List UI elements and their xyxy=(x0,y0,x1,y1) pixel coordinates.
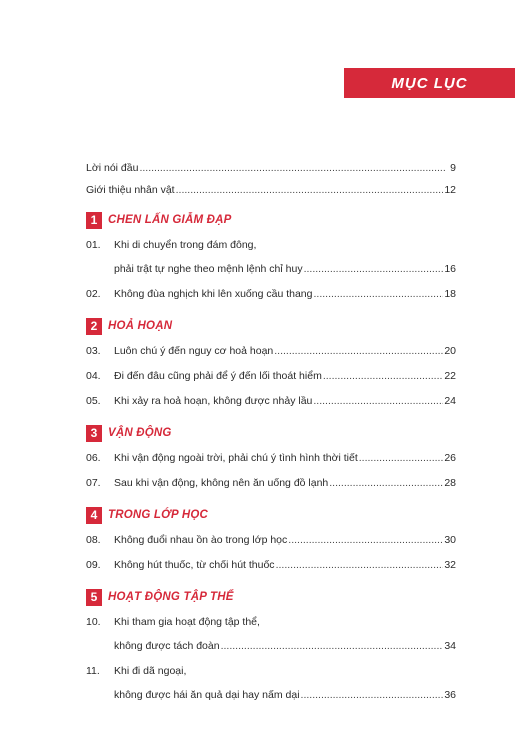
entry-number: 04. xyxy=(86,370,101,382)
toc-entry[interactable] xyxy=(86,263,456,276)
dot-leader xyxy=(274,345,443,358)
page-number: 18 xyxy=(444,288,456,300)
spacer xyxy=(86,465,456,477)
entry-title: Luôn chú ý đến nguy cơ hoả hoạn xyxy=(114,345,274,357)
entry-title: không được tách đoàn xyxy=(114,640,220,652)
table-of-contents xyxy=(86,162,456,716)
entry-title: Không đuổi nhau ồn ào trong lớp học xyxy=(114,534,288,546)
entry-title: Không hút thuốc, từ chối hút thuốc xyxy=(114,559,275,571)
dot-leader xyxy=(288,534,443,547)
page-number: 32 xyxy=(444,559,456,571)
page-title: MỤC LỤC xyxy=(344,68,515,98)
spacer xyxy=(86,408,456,420)
dot-leader xyxy=(304,263,444,276)
page-number: 36 xyxy=(444,689,456,701)
spacer xyxy=(86,547,456,559)
entry-number: 08. xyxy=(86,534,101,546)
spacer xyxy=(86,252,456,263)
chapter-heading[interactable] xyxy=(86,315,456,337)
spacer xyxy=(86,714,456,716)
dot-leader xyxy=(359,452,444,465)
toc-entry[interactable] xyxy=(86,616,456,629)
chapter-title: TRONG LỚP HỌC xyxy=(108,509,208,521)
entry-title: Khi xảy ra hoả hoạn, không được nhảy lầu xyxy=(114,395,313,407)
entry-title: Giới thiệu nhân vật xyxy=(86,184,175,196)
chapter-heading[interactable] xyxy=(86,586,456,608)
chapter-number-badge: 5 xyxy=(86,589,102,606)
toc-entry[interactable] xyxy=(86,477,456,490)
chapter-title: HOẠT ĐỘNG TẬP THỂ xyxy=(108,591,234,603)
page-number: 22 xyxy=(444,370,456,382)
toc-entry[interactable] xyxy=(86,689,456,702)
spacer xyxy=(86,301,456,313)
dot-leader xyxy=(313,395,443,408)
entry-title: Không đùa nghịch khi lên xuống cầu thang xyxy=(114,288,313,300)
dot-leader xyxy=(314,288,444,301)
spacer xyxy=(86,572,456,584)
dot-leader xyxy=(221,640,444,653)
toc-entry[interactable] xyxy=(86,665,456,678)
toc-entry[interactable] xyxy=(86,288,456,301)
entry-title: Lời nói đầu xyxy=(86,162,139,174)
spacer xyxy=(86,231,456,239)
entry-title: Đi đến đâu cũng phải để ý đến lối thoát hiểm xyxy=(114,370,322,382)
entry-title: Khi đi dã ngoại, xyxy=(114,665,187,677)
entry-title: Sau khi vận động, không nên ăn uống đồ lạnh xyxy=(114,477,329,489)
page-number: 26 xyxy=(444,452,456,464)
toc-entry[interactable] xyxy=(86,452,456,465)
dot-leader xyxy=(276,559,444,572)
dot-leader xyxy=(176,184,444,197)
chapter-title: CHEN LẤN GIẪM ĐẠP xyxy=(108,214,232,226)
toc-entry[interactable] xyxy=(86,184,456,197)
chapter-heading[interactable] xyxy=(86,209,456,231)
toc-entry[interactable] xyxy=(86,370,456,383)
chapter-heading[interactable] xyxy=(86,422,456,444)
entry-number: 09. xyxy=(86,559,101,571)
chapter-number-badge: 4 xyxy=(86,507,102,524)
entry-title: phải trật tự nghe theo mệnh lệnh chỉ huy xyxy=(114,263,303,275)
spacer xyxy=(86,678,456,689)
spacer xyxy=(86,608,456,616)
toc-entry[interactable] xyxy=(86,395,456,408)
entry-number: 06. xyxy=(86,452,101,464)
page-number: 30 xyxy=(444,534,456,546)
page-number: 34 xyxy=(444,640,456,652)
spacer xyxy=(86,444,456,452)
entry-number: 10. xyxy=(86,616,101,628)
entry-number: 03. xyxy=(86,345,101,357)
chapter-title: VẬN ĐỘNG xyxy=(108,427,172,439)
dot-leader xyxy=(323,370,444,383)
toc-entry[interactable] xyxy=(86,345,456,358)
spacer xyxy=(86,276,456,288)
entry-number: 01. xyxy=(86,239,101,251)
toc-entry[interactable] xyxy=(86,162,456,175)
chapter-number-badge: 3 xyxy=(86,425,102,442)
spacer xyxy=(86,337,456,345)
entry-title: không được hái ăn quả dại hay nấm dại xyxy=(114,689,300,701)
page-number: 24 xyxy=(444,395,456,407)
spacer xyxy=(86,526,456,534)
dot-leader xyxy=(329,477,443,490)
spacer xyxy=(86,653,456,665)
chapter-number-badge: 1 xyxy=(86,212,102,229)
entry-title: Khi tham gia hoạt động tập thể, xyxy=(114,616,260,628)
chapter-number-badge: 2 xyxy=(86,318,102,335)
toc-entry[interactable] xyxy=(86,534,456,547)
page-number: 28 xyxy=(444,477,456,489)
toc-entry[interactable] xyxy=(86,640,456,653)
page-number: 12 xyxy=(444,184,456,196)
page-number: 20 xyxy=(444,345,456,357)
toc-entry[interactable] xyxy=(86,559,456,572)
entry-number: 11. xyxy=(86,665,100,677)
entry-number: 05. xyxy=(86,395,101,407)
chapter-heading[interactable] xyxy=(86,504,456,526)
spacer xyxy=(86,358,456,370)
chapter-title: HOẢ HOẠN xyxy=(108,320,173,332)
dot-leader xyxy=(301,689,444,702)
spacer xyxy=(86,629,456,640)
entry-number: 07. xyxy=(86,477,101,489)
page-number: 9 xyxy=(450,162,456,174)
spacer xyxy=(86,383,456,395)
entry-title: Khi vận động ngoài trời, phải chú ý tình hình thời tiết xyxy=(114,452,358,464)
spacer xyxy=(86,197,456,209)
spacer xyxy=(86,490,456,502)
toc-entry[interactable] xyxy=(86,239,456,252)
spacer xyxy=(86,175,456,184)
spacer xyxy=(86,702,456,714)
dot-leader xyxy=(139,162,445,175)
page-number: 16 xyxy=(444,263,456,275)
entry-number: 02. xyxy=(86,288,101,300)
entry-title: Khi di chuyển trong đám đông, xyxy=(114,239,257,251)
